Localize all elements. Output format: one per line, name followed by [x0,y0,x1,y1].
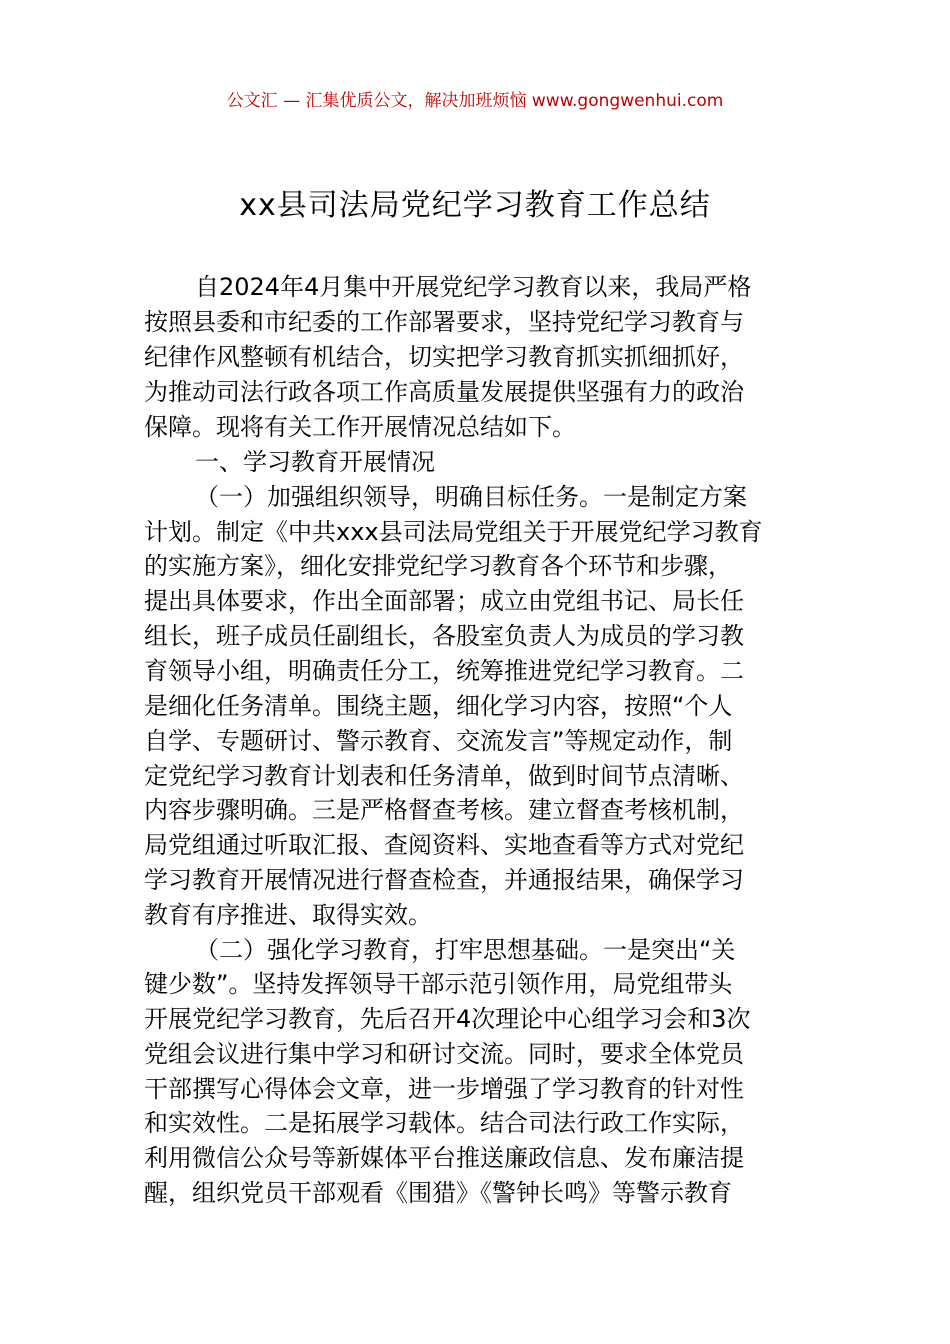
body-line: 自学、专题研讨、警示教育、交流发言”等规定动作，制 [144,727,733,755]
body-line: 纪律作风整顿有机结合，切实把学习教育抓实抓细抓好， [144,343,744,371]
header-banner: 公文汇 — 汇集优质公文，解决加班烦恼 www.gongwenhui.com [226,91,724,111]
body-line: 教育有序推进、取得实效。 [144,901,432,929]
body-line: 是细化任务清单。围绕主题，细化学习内容，按照“个人 [144,692,733,720]
body-line: 开展党纪学习教育，先后召开4次理论中心组学习会和3次 [144,1005,751,1033]
body-line: 党组会议进行集中学习和研讨交流。同时，要求全体党员 [144,1040,744,1068]
body-line: 局党组通过听取汇报、查阅资料、实地查看等方式对党纪 [144,831,744,859]
body-line: 按照县委和市纪委的工作部署要求，坚持党纪学习教育与 [144,308,744,336]
body-line: 组长，班子成员任副组长，各股室负责人为成员的学习教 [144,622,744,650]
body-line: 利用微信公众号等新媒体平台推送廉政信息、发布廉洁提 [144,1144,744,1172]
body-line: 育领导小组，明确责任分工，统筹推进党纪学习教育。二 [144,657,744,685]
body-line: 为推动司法行政各项工作高质量发展提供坚强有力的政治 [144,378,744,406]
body-line: 内容步骤明确。三是严格督查考核。建立督查考核机制， [144,796,744,824]
body-line: 保障。现将有关工作开展情况总结如下。 [144,413,576,441]
body-line: 自2024年4月集中开展党纪学习教育以来，我局严格 [195,273,752,301]
document-title: xx县司法局党纪学习教育工作总结 [239,188,711,223]
body-line: 键少数”。坚持发挥领导干部示范引领作用，局党组带头 [144,970,733,998]
body-line: 学习教育开展情况进行督查检查，并通报结果，确保学习 [144,866,744,894]
body-line: 干部撰写心得体会文章，进一步增强了学习教育的针对性 [144,1075,744,1103]
body-line: 醒，组织党员干部观看《围猎》《警钟长鸣》等警示教育 [144,1179,732,1207]
body-line: 提出具体要求，作出全面部署；成立由党组书记、局长任 [144,587,744,615]
body-line: （二）强化学习教育，打牢思想基础。一是突出“关 [195,936,736,964]
body-line: 的实施方案》，细化安排党纪学习教育各个环节和步骤， [144,552,732,580]
body-line: 计划。制定《中共xxx县司法局党组关于开展党纪学习教育 [144,518,763,546]
section-heading: 一、学习教育开展情况 [195,448,435,476]
body-line: 定党纪学习教育计划表和任务清单，做到时间节点清晰、 [144,762,744,790]
body-line: 和实效性。二是拓展学习载体。结合司法行政工作实际， [144,1109,744,1137]
body-line: （一）加强组织领导，明确目标任务。一是制定方案 [195,483,747,511]
